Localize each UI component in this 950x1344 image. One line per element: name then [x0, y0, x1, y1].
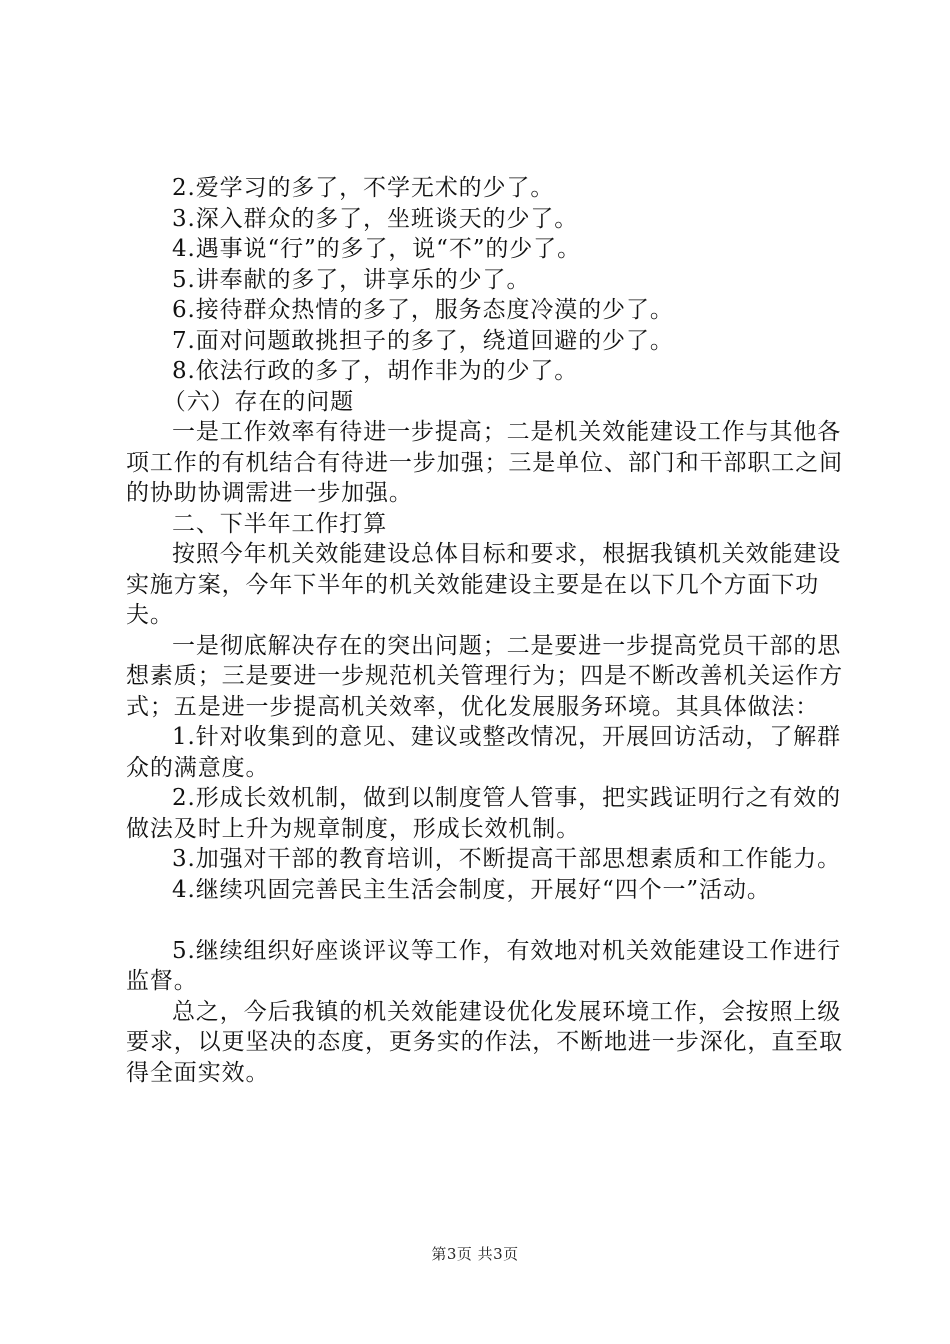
blank-line	[126, 905, 846, 936]
list-item: 3.深入群众的多了，坐班谈天的少了。	[172, 205, 579, 232]
page-footer: 第3页 共3页	[431, 1245, 519, 1263]
list-item: 3.加强对干部的教育培训，不断提高干部思想素质和工作能力。	[172, 846, 842, 872]
list-item: 8.依法行政的多了，胡作非为的少了。	[172, 358, 579, 384]
list-item: 6.接待群众热情的多了，服务态度冷漠的少了。	[172, 297, 674, 323]
body-paragraph: 一是彻底解决存在的突出问题；二是要进一步提高党员干部的思想素质；三是要进一步规范机关管理行为；四是不断改善机关运作方式；五是进一步提高机关效率，优化发展服务环境。其具体做法：	[126, 632, 843, 720]
section-heading: 二、下半年工作打算	[172, 510, 388, 537]
list-item: 4.继续巩固完善民主生活会制度，开展好“四个一”活动。	[172, 876, 771, 903]
list-item: 4.遇事说“行”的多了，说“不”的少了。	[172, 236, 581, 262]
list-item: 5.讲奉献的多了，讲享乐的少了。	[172, 266, 531, 293]
body-paragraph: 总之，今后我镇的机关效能建设优化发展环境工作，会按照上级要求，以更坚决的态度，更务实的作法，不断地进一步深化，直至取得全面实效。	[126, 998, 843, 1086]
list-item: 1.针对收集到的意见、建议或整改情况，开展回访活动，了解群众的满意度。	[126, 724, 842, 781]
list-item: 2.形成长效机制，做到以制度管人管事，把实践证明行之有效的做法及时上升为规章制度，形成长效机制。	[126, 785, 842, 842]
body-paragraph: 一是工作效率有待进一步提高；二是机关效能建设工作与其他各项工作的有机结合有待进一步加强；三是单位、部门和干部职工之间的协助协调需进一步加强。	[126, 419, 843, 506]
section-heading: （六）存在的问题	[162, 388, 354, 415]
list-item: 7.面对问题敢挑担子的多了，绕道回避的少了。	[172, 327, 674, 354]
list-item: 5.继续组织好座谈评议等工作，有效地对机关效能建设工作进行监督。	[126, 937, 842, 994]
document-body	[126, 173, 846, 1088]
body-paragraph: 按照今年机关效能建设总体目标和要求，根据我镇机关效能建设实施方案，今年下半年的机关效能建设主要是在以下几个方面下功夫。	[126, 541, 842, 628]
list-item: 2.爱学习的多了，不学无术的少了。	[172, 175, 555, 201]
